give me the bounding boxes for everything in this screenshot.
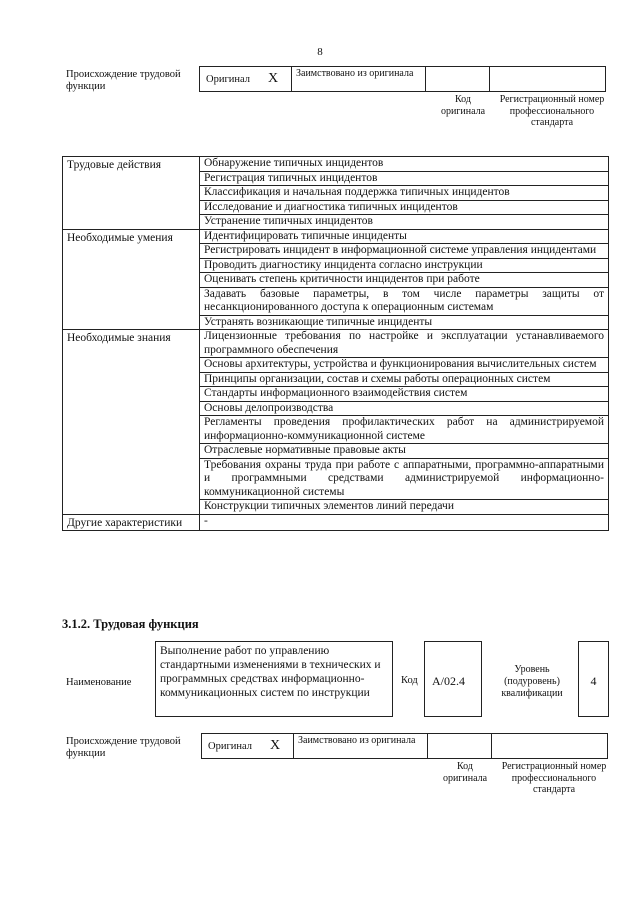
registration-number-cell — [490, 67, 605, 91]
section-title: 3.1.2. Трудовая функция — [62, 617, 199, 631]
item-cell: Конструкции типичных элементов линий передачи — [200, 500, 609, 515]
registration-caption: Регистрационный номер профессионального стандарта — [499, 94, 605, 128]
qualification-level-box: 4 — [578, 641, 609, 717]
original-cell — [200, 67, 292, 91]
category-cell: Трудовые действия — [63, 157, 200, 230]
function-name-box: Выполнение работ по управлению стандартными изменениями в технических и программных средствах информационно-коммуникационных систем по инструкции — [155, 641, 393, 717]
code-caption: Код оригинала — [440, 94, 486, 117]
function-code-box: A/02.4 — [424, 641, 482, 717]
item-cell: Исследование и диагностика типичных инцидентов — [200, 200, 609, 215]
item-cell: Регистрация типичных инцидентов — [200, 171, 609, 186]
item-cell: Требования охраны труда при работе с аппаратными, программно-аппаратными и программными средствами администрируемой информационно-коммуникационной системы — [200, 458, 609, 500]
item-cell: Принципы организации, состав и схемы работы операционных систем — [200, 372, 609, 387]
category-cell: Необходимые знания — [63, 330, 200, 515]
item-cell: Отраслевые нормативные правовые акты — [200, 444, 609, 459]
code-label: Код — [401, 675, 418, 686]
item-cell: Стандарты информационного взаимодействия систем — [200, 387, 609, 402]
table-row — [63, 514, 609, 531]
category-cell: Другие характеристики — [63, 514, 200, 531]
borrowed-cell: Заимствовано из оригинала — [292, 67, 426, 91]
table-row — [63, 157, 609, 172]
labor-function-table — [62, 156, 609, 531]
original-mark: X — [268, 71, 279, 86]
table-row — [63, 229, 609, 244]
item-cell: Устранять возникающие типичные инциденты — [200, 315, 609, 330]
original-mark-2: X — [270, 738, 281, 753]
item-cell: Идентифицировать типичные инциденты — [200, 229, 609, 244]
item-cell: - — [200, 514, 609, 531]
item-cell: Обнаружение типичных инцидентов — [200, 157, 609, 172]
item-cell: Классификация и начальная поддержка типичных инцидентов — [200, 186, 609, 201]
item-cell: Оценивать степень критичности инцидентов при работе — [200, 273, 609, 288]
registration-number-cell-2 — [492, 734, 607, 758]
borrowed-cell-2: Заимствовано из оригинала — [294, 734, 428, 758]
page-number: 8 — [317, 46, 323, 58]
code-caption-2: Код оригинала — [442, 761, 488, 784]
item-cell: Регламенты проведения профилактических работ на администрируемой информационно-коммуникационной системе — [200, 416, 609, 444]
original-code-cell — [426, 67, 490, 91]
original-label: Оригинал — [206, 73, 250, 85]
category-cell: Необходимые умения — [63, 229, 200, 330]
item-cell: Основы делопроизводства — [200, 401, 609, 416]
item-cell: Лицензионные требования по настройке и эксплуатации устанавливаемого программного обеспечения — [200, 330, 609, 358]
qualification-level-label: Уровень (подуровень) квалификации — [501, 664, 563, 699]
table-row — [63, 330, 609, 358]
origin-label: Происхождение трудовой функции — [66, 69, 181, 92]
origin-box — [199, 66, 606, 92]
original-code-cell-2 — [428, 734, 492, 758]
registration-caption-2: Регистрационный номер профессионального стандарта — [501, 761, 607, 795]
item-cell: Основы архитектуры, устройства и функционирования вычислительных систем — [200, 358, 609, 373]
item-cell: Задавать базовые параметры, в том числе параметры защиты от несанкционированного доступа к операционным системам — [200, 287, 609, 315]
original-label-2: Оригинал — [208, 740, 252, 752]
item-cell: Проводить диагностику инцидента согласно инструкции — [200, 258, 609, 273]
origin-label-2: Происхождение трудовой функции — [66, 736, 181, 759]
original-cell-2 — [202, 734, 294, 758]
name-label: Наименование — [66, 677, 132, 688]
item-cell: Регистрировать инцидент в информационной системе управления инцидентами — [200, 244, 609, 259]
origin-box-2 — [201, 733, 608, 759]
item-cell: Устранение типичных инцидентов — [200, 215, 609, 230]
